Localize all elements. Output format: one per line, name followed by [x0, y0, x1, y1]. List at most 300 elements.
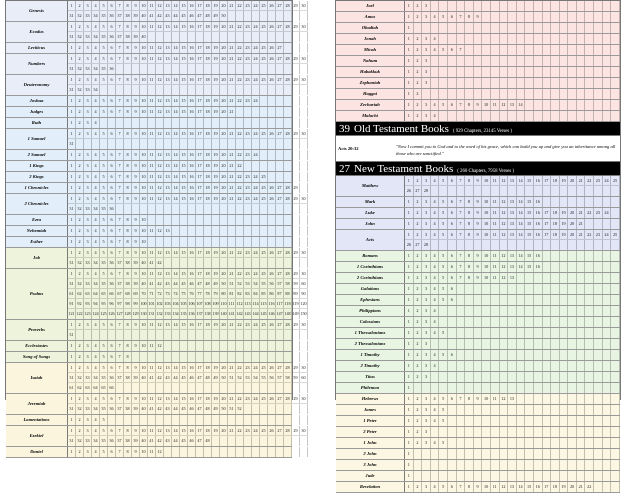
chapter-checkbox[interactable]: 11: [148, 75, 156, 84]
chapter-checkbox[interactable]: 32: [76, 279, 84, 288]
chapter-checkbox[interactable]: 39: [132, 404, 140, 414]
chapter-checkbox[interactable]: 17: [196, 1, 204, 10]
chapter-checkbox[interactable]: 3: [422, 317, 431, 327]
chapter-checkbox[interactable]: 1: [405, 372, 414, 382]
chapter-checkbox[interactable]: 35: [100, 32, 108, 42]
chapter-checkbox[interactable]: 44: [172, 373, 180, 382]
chapter-checkbox[interactable]: 30: [300, 75, 308, 84]
chapter-checkbox[interactable]: 7: [457, 262, 466, 272]
chapter-checkbox[interactable]: 128: [124, 309, 132, 319]
chapter-checkbox[interactable]: 6: [108, 363, 116, 372]
chapter-checkbox[interactable]: 1: [405, 100, 414, 110]
chapter-checkbox[interactable]: 1: [405, 78, 414, 88]
chapter-checkbox[interactable]: 1: [405, 328, 414, 338]
chapter-checkbox[interactable]: 9: [132, 22, 140, 31]
chapter-checkbox[interactable]: 8: [124, 320, 132, 329]
chapter-checkbox[interactable]: 11: [148, 394, 156, 403]
chapter-checkbox[interactable]: 39: [132, 279, 140, 288]
chapter-checkbox[interactable]: 18: [204, 96, 212, 106]
chapter-checkbox[interactable]: 14: [172, 43, 180, 53]
chapter-checkbox[interactable]: 27: [276, 129, 284, 138]
chapter-checkbox[interactable]: 2: [414, 219, 423, 229]
chapter-checkbox[interactable]: 35: [100, 373, 108, 382]
chapter-checkbox[interactable]: 16: [534, 230, 543, 239]
chapter-checkbox[interactable]: 10: [482, 482, 491, 492]
chapter-checkbox[interactable]: 4: [431, 295, 440, 305]
chapter-checkbox[interactable]: 41: [148, 404, 156, 414]
chapter-checkbox[interactable]: 5: [439, 394, 448, 404]
chapter-checkbox[interactable]: 6: [448, 273, 457, 283]
chapter-checkbox[interactable]: 4: [92, 183, 100, 193]
chapter-checkbox[interactable]: 20: [220, 75, 228, 84]
chapter-checkbox[interactable]: 5: [439, 273, 448, 283]
chapter-checkbox[interactable]: 8: [124, 150, 132, 160]
chapter-checkbox[interactable]: 6: [108, 215, 116, 225]
chapter-checkbox[interactable]: 1: [68, 248, 76, 257]
chapter-checkbox[interactable]: 1: [68, 22, 76, 31]
chapter-checkbox[interactable]: 22: [236, 43, 244, 53]
chapter-checkbox[interactable]: 140: [220, 309, 228, 319]
chapter-checkbox[interactable]: 15: [180, 363, 188, 372]
chapter-checkbox[interactable]: 102: [156, 301, 163, 306]
chapter-checkbox[interactable]: 64: [92, 383, 100, 393]
chapter-checkbox[interactable]: 20: [220, 183, 228, 193]
chapter-checkbox[interactable]: 19: [212, 75, 220, 84]
chapter-checkbox[interactable]: 1: [405, 295, 414, 305]
chapter-checkbox[interactable]: 17: [196, 54, 204, 63]
chapter-checkbox[interactable]: 2: [76, 96, 84, 106]
chapter-checkbox[interactable]: 1: [405, 251, 414, 261]
chapter-checkbox[interactable]: 7: [116, 215, 124, 225]
chapter-checkbox[interactable]: 24: [252, 183, 260, 193]
chapter-checkbox[interactable]: 14: [517, 482, 526, 492]
chapter-checkbox[interactable]: 44: [172, 279, 180, 288]
chapter-checkbox[interactable]: 2: [76, 54, 84, 63]
chapter-checkbox[interactable]: 6: [108, 226, 116, 236]
chapter-checkbox[interactable]: 99: [132, 299, 140, 308]
chapter-checkbox[interactable]: 26: [268, 54, 276, 63]
chapter-checkbox[interactable]: 22: [585, 176, 594, 185]
chapter-checkbox[interactable]: 4: [92, 237, 100, 247]
chapter-checkbox[interactable]: 10: [140, 183, 148, 193]
chapter-checkbox[interactable]: 19: [212, 320, 220, 329]
chapter-checkbox[interactable]: 6: [448, 230, 457, 239]
chapter-checkbox[interactable]: 10: [140, 248, 148, 257]
chapter-checkbox[interactable]: 2: [76, 150, 84, 160]
chapter-checkbox[interactable]: 5: [439, 482, 448, 492]
chapter-checkbox[interactable]: 10: [140, 447, 148, 457]
chapter-checkbox[interactable]: 24: [252, 75, 260, 84]
chapter-checkbox[interactable]: 4: [92, 118, 100, 128]
chapter-checkbox[interactable]: 108: [204, 301, 211, 306]
chapter-checkbox[interactable]: 12: [156, 107, 164, 117]
chapter-checkbox[interactable]: 2: [414, 350, 423, 360]
chapter-checkbox[interactable]: 2: [76, 22, 84, 31]
chapter-checkbox[interactable]: 53: [244, 279, 252, 288]
chapter-checkbox[interactable]: 13: [508, 219, 517, 229]
chapter-checkbox[interactable]: 4: [431, 219, 440, 229]
chapter-checkbox[interactable]: 12: [156, 1, 164, 10]
chapter-checkbox[interactable]: 22: [585, 208, 594, 218]
chapter-checkbox[interactable]: 12: [156, 43, 164, 53]
chapter-checkbox[interactable]: 34: [92, 11, 100, 21]
chapter-checkbox[interactable]: 13: [508, 197, 517, 207]
chapter-checkbox[interactable]: 18: [551, 219, 560, 229]
chapter-checkbox[interactable]: 30: [300, 394, 308, 403]
chapter-checkbox[interactable]: 19: [560, 219, 569, 229]
chapter-checkbox[interactable]: 20: [568, 219, 577, 229]
chapter-checkbox[interactable]: 21: [228, 22, 236, 31]
chapter-checkbox[interactable]: 39: [132, 11, 140, 21]
chapter-checkbox[interactable]: 1: [405, 317, 414, 327]
chapter-checkbox[interactable]: 8: [124, 129, 132, 138]
chapter-checkbox[interactable]: 12: [156, 96, 164, 106]
chapter-checkbox[interactable]: 78: [204, 289, 212, 298]
chapter-checkbox[interactable]: 10: [482, 176, 491, 185]
chapter-checkbox[interactable]: 8: [124, 394, 132, 403]
chapter-checkbox[interactable]: 1: [405, 67, 414, 77]
chapter-checkbox[interactable]: 6: [448, 262, 457, 272]
chapter-checkbox[interactable]: 32: [76, 404, 84, 414]
chapter-checkbox[interactable]: 34: [92, 436, 100, 446]
chapter-checkbox[interactable]: 23: [244, 269, 252, 278]
chapter-checkbox[interactable]: 49: [212, 404, 220, 414]
chapter-checkbox[interactable]: 2: [76, 215, 84, 225]
chapter-checkbox[interactable]: 24: [252, 320, 260, 329]
chapter-checkbox[interactable]: 86: [268, 289, 276, 298]
chapter-checkbox[interactable]: 9: [132, 447, 140, 457]
chapter-checkbox[interactable]: 46: [188, 373, 196, 382]
chapter-checkbox[interactable]: 5: [439, 405, 448, 415]
chapter-checkbox[interactable]: 38: [124, 279, 132, 288]
chapter-checkbox[interactable]: 17: [196, 194, 204, 203]
chapter-checkbox[interactable]: 13: [164, 320, 172, 329]
chapter-checkbox[interactable]: 35: [100, 11, 108, 21]
chapter-checkbox[interactable]: 27: [276, 394, 284, 403]
chapter-checkbox[interactable]: 7: [457, 230, 466, 239]
chapter-checkbox[interactable]: 9: [132, 320, 140, 329]
chapter-checkbox[interactable]: 8: [124, 43, 132, 53]
chapter-checkbox[interactable]: 6: [448, 197, 457, 207]
chapter-checkbox[interactable]: 15: [525, 251, 534, 261]
chapter-checkbox[interactable]: 14: [172, 54, 180, 63]
chapter-checkbox[interactable]: 9: [132, 161, 140, 171]
chapter-checkbox[interactable]: 3: [422, 78, 431, 88]
chapter-checkbox[interactable]: 15: [180, 107, 188, 117]
chapter-checkbox[interactable]: 37: [116, 258, 124, 268]
chapter-checkbox[interactable]: 22: [236, 96, 244, 106]
chapter-checkbox[interactable]: 15: [180, 269, 188, 278]
chapter-checkbox[interactable]: 15: [180, 22, 188, 31]
chapter-checkbox[interactable]: 19: [212, 161, 220, 171]
chapter-checkbox[interactable]: 52: [236, 279, 244, 288]
chapter-checkbox[interactable]: 100: [140, 301, 147, 306]
chapter-checkbox[interactable]: 24: [252, 54, 260, 63]
chapter-checkbox[interactable]: 14: [172, 426, 180, 435]
chapter-checkbox[interactable]: 8: [124, 96, 132, 106]
chapter-checkbox[interactable]: 2: [414, 295, 423, 305]
chapter-checkbox[interactable]: 28: [284, 320, 292, 329]
chapter-checkbox[interactable]: 75: [180, 289, 188, 298]
chapter-checkbox[interactable]: 8: [465, 12, 474, 22]
chapter-checkbox[interactable]: 1: [405, 1, 414, 11]
chapter-checkbox[interactable]: 25: [260, 194, 268, 203]
chapter-checkbox[interactable]: 113: [244, 301, 251, 306]
chapter-checkbox[interactable]: 3: [84, 363, 92, 372]
chapter-checkbox[interactable]: 1: [405, 449, 414, 459]
chapter-checkbox[interactable]: 21: [577, 219, 586, 229]
chapter-checkbox[interactable]: 3: [84, 54, 92, 63]
chapter-checkbox[interactable]: 6: [108, 129, 116, 138]
chapter-checkbox[interactable]: 8: [465, 100, 474, 110]
chapter-checkbox[interactable]: 150: [300, 309, 308, 319]
chapter-checkbox[interactable]: 14: [172, 107, 180, 117]
chapter-checkbox[interactable]: 41: [148, 279, 156, 288]
chapter-checkbox[interactable]: 17: [196, 129, 204, 138]
chapter-checkbox[interactable]: 7: [457, 176, 466, 185]
chapter-checkbox[interactable]: 27: [276, 1, 284, 10]
chapter-checkbox[interactable]: 6: [448, 208, 457, 218]
chapter-checkbox[interactable]: 21: [228, 172, 236, 182]
chapter-checkbox[interactable]: 6: [448, 394, 457, 404]
chapter-checkbox[interactable]: 32: [76, 436, 84, 446]
chapter-checkbox[interactable]: 58: [284, 373, 292, 382]
chapter-checkbox[interactable]: 2: [414, 482, 423, 492]
chapter-checkbox[interactable]: 38: [124, 258, 132, 268]
chapter-checkbox[interactable]: 7: [116, 394, 124, 403]
chapter-checkbox[interactable]: 26: [268, 22, 276, 31]
chapter-checkbox[interactable]: 6: [448, 100, 457, 110]
chapter-checkbox[interactable]: 34: [92, 258, 100, 268]
chapter-checkbox[interactable]: 30: [300, 54, 308, 63]
chapter-checkbox[interactable]: 21: [577, 208, 586, 218]
chapter-checkbox[interactable]: 38: [124, 11, 132, 21]
chapter-checkbox[interactable]: 93: [84, 299, 92, 308]
chapter-checkbox[interactable]: 2: [414, 78, 423, 88]
chapter-checkbox[interactable]: 16: [188, 129, 196, 138]
chapter-checkbox[interactable]: 5: [439, 328, 448, 338]
chapter-checkbox[interactable]: 17: [196, 394, 204, 403]
chapter-checkbox[interactable]: 7: [116, 43, 124, 53]
chapter-checkbox[interactable]: 33: [84, 64, 92, 74]
chapter-checkbox[interactable]: 22: [236, 248, 244, 257]
chapter-checkbox[interactable]: 8: [465, 230, 474, 239]
chapter-checkbox[interactable]: 137: [196, 309, 204, 319]
chapter-checkbox[interactable]: 31: [68, 32, 76, 42]
chapter-checkbox[interactable]: 25: [260, 426, 268, 435]
chapter-checkbox[interactable]: 3: [84, 22, 92, 31]
chapter-checkbox[interactable]: 15: [525, 219, 534, 229]
chapter-checkbox[interactable]: 23: [244, 248, 252, 257]
chapter-checkbox[interactable]: 9: [474, 394, 483, 404]
chapter-checkbox[interactable]: 4: [92, 426, 100, 435]
chapter-checkbox[interactable]: 30: [300, 320, 308, 329]
chapter-checkbox[interactable]: 3: [84, 394, 92, 403]
chapter-checkbox[interactable]: 148: [284, 309, 292, 319]
chapter-checkbox[interactable]: 2: [414, 230, 423, 239]
chapter-checkbox[interactable]: 9: [132, 183, 140, 193]
chapter-checkbox[interactable]: 40: [140, 279, 148, 288]
chapter-checkbox[interactable]: 3: [84, 269, 92, 278]
chapter-checkbox[interactable]: 21: [228, 129, 236, 138]
chapter-checkbox[interactable]: 3: [422, 273, 431, 283]
chapter-checkbox[interactable]: 16: [188, 54, 196, 63]
chapter-checkbox[interactable]: 3: [422, 34, 431, 44]
chapter-checkbox[interactable]: 6: [108, 172, 116, 182]
chapter-checkbox[interactable]: 70: [140, 289, 148, 298]
chapter-checkbox[interactable]: 29: [292, 269, 300, 278]
chapter-checkbox[interactable]: 10: [140, 363, 148, 372]
chapter-checkbox[interactable]: 73: [164, 289, 172, 298]
chapter-checkbox[interactable]: 15: [525, 208, 534, 218]
chapter-checkbox[interactable]: 14: [172, 363, 180, 372]
chapter-checkbox[interactable]: 8: [124, 75, 132, 84]
chapter-checkbox[interactable]: 3: [422, 197, 431, 207]
chapter-checkbox[interactable]: 3: [422, 251, 431, 261]
chapter-checkbox[interactable]: 5: [100, 447, 108, 457]
chapter-checkbox[interactable]: 4: [92, 226, 100, 236]
chapter-checkbox[interactable]: 14: [172, 150, 180, 160]
chapter-checkbox[interactable]: 4: [92, 269, 100, 278]
chapter-checkbox[interactable]: 32: [76, 85, 84, 95]
chapter-checkbox[interactable]: 3: [84, 43, 92, 53]
chapter-checkbox[interactable]: 43: [164, 436, 172, 446]
chapter-checkbox[interactable]: 67: [116, 289, 124, 298]
chapter-checkbox[interactable]: 20: [220, 107, 228, 117]
chapter-checkbox[interactable]: 36: [108, 373, 116, 382]
chapter-checkbox[interactable]: 4: [92, 215, 100, 225]
chapter-checkbox[interactable]: 26: [268, 394, 276, 403]
chapter-checkbox[interactable]: 12: [156, 394, 164, 403]
chapter-checkbox[interactable]: 3: [422, 45, 431, 55]
chapter-checkbox[interactable]: 7: [457, 482, 466, 492]
chapter-checkbox[interactable]: 22: [236, 129, 244, 138]
chapter-checkbox[interactable]: 63: [84, 383, 92, 393]
chapter-checkbox[interactable]: 121: [68, 309, 76, 319]
chapter-checkbox[interactable]: 12: [156, 172, 164, 182]
chapter-checkbox[interactable]: 12: [500, 273, 509, 283]
chapter-checkbox[interactable]: 122: [76, 309, 84, 319]
chapter-checkbox[interactable]: 37: [116, 373, 124, 382]
chapter-checkbox[interactable]: 26: [268, 43, 276, 53]
chapter-checkbox[interactable]: 42: [156, 279, 164, 288]
chapter-checkbox[interactable]: 5: [439, 45, 448, 55]
chapter-checkbox[interactable]: 9: [132, 248, 140, 257]
chapter-checkbox[interactable]: 3: [84, 352, 92, 362]
chapter-checkbox[interactable]: 5: [439, 251, 448, 261]
chapter-checkbox[interactable]: 55: [260, 279, 268, 288]
chapter-checkbox[interactable]: 10: [482, 100, 491, 110]
chapter-checkbox[interactable]: 15: [180, 54, 188, 63]
chapter-checkbox[interactable]: 21: [228, 161, 236, 171]
chapter-checkbox[interactable]: 31: [68, 279, 76, 288]
chapter-checkbox[interactable]: 40: [140, 436, 148, 446]
chapter-checkbox[interactable]: 26: [268, 194, 276, 203]
chapter-checkbox[interactable]: 1: [405, 339, 414, 349]
chapter-checkbox[interactable]: 8: [124, 22, 132, 31]
chapter-checkbox[interactable]: 2: [414, 100, 423, 110]
chapter-checkbox[interactable]: 18: [204, 129, 212, 138]
chapter-checkbox[interactable]: 33: [84, 11, 92, 21]
chapter-checkbox[interactable]: 5: [439, 284, 448, 294]
chapter-checkbox[interactable]: 7: [116, 75, 124, 84]
chapter-checkbox[interactable]: 2: [76, 363, 84, 372]
chapter-checkbox[interactable]: 24: [252, 129, 260, 138]
chapter-checkbox[interactable]: 23: [244, 363, 252, 372]
chapter-checkbox[interactable]: 1: [68, 96, 76, 106]
chapter-checkbox[interactable]: 5: [100, 75, 108, 84]
chapter-checkbox[interactable]: 10: [140, 341, 148, 351]
chapter-checkbox[interactable]: 21: [228, 183, 236, 193]
chapter-checkbox[interactable]: 27: [276, 183, 284, 193]
chapter-checkbox[interactable]: 1: [405, 197, 414, 207]
chapter-checkbox[interactable]: 10: [140, 320, 148, 329]
chapter-checkbox[interactable]: 32: [76, 204, 84, 214]
chapter-checkbox[interactable]: 22: [236, 363, 244, 372]
chapter-checkbox[interactable]: 116: [268, 301, 275, 306]
chapter-checkbox[interactable]: 9: [132, 107, 140, 117]
chapter-checkbox[interactable]: 56: [268, 279, 276, 288]
chapter-checkbox[interactable]: 11: [148, 426, 156, 435]
chapter-checkbox[interactable]: 30: [300, 194, 308, 203]
chapter-checkbox[interactable]: 19: [212, 43, 220, 53]
chapter-checkbox[interactable]: 19: [212, 194, 220, 203]
chapter-checkbox[interactable]: 1: [405, 350, 414, 360]
chapter-checkbox[interactable]: 5: [439, 219, 448, 229]
chapter-checkbox[interactable]: 9: [132, 426, 140, 435]
chapter-checkbox[interactable]: 4: [431, 208, 440, 218]
chapter-checkbox[interactable]: 20: [568, 230, 577, 239]
chapter-checkbox[interactable]: 28: [284, 394, 292, 403]
chapter-checkbox[interactable]: 11: [491, 262, 500, 272]
chapter-checkbox[interactable]: 142: [236, 309, 244, 319]
chapter-checkbox[interactable]: 32: [76, 373, 84, 382]
chapter-checkbox[interactable]: 6: [108, 320, 116, 329]
chapter-checkbox[interactable]: 7: [457, 394, 466, 404]
chapter-checkbox[interactable]: 11: [148, 172, 156, 182]
chapter-checkbox[interactable]: 17: [196, 161, 204, 171]
chapter-checkbox[interactable]: 2: [76, 248, 84, 257]
chapter-checkbox[interactable]: 23: [594, 176, 603, 185]
chapter-checkbox[interactable]: 29: [292, 320, 300, 329]
chapter-checkbox[interactable]: 66: [108, 289, 116, 298]
chapter-checkbox[interactable]: 29: [292, 248, 300, 257]
chapter-checkbox[interactable]: 28: [284, 75, 292, 84]
chapter-checkbox[interactable]: 13: [164, 183, 172, 193]
chapter-checkbox[interactable]: 1: [68, 161, 76, 171]
chapter-checkbox[interactable]: 20: [220, 320, 228, 329]
chapter-checkbox[interactable]: 13: [164, 54, 172, 63]
chapter-checkbox[interactable]: 2: [414, 197, 423, 207]
chapter-checkbox[interactable]: 26: [268, 75, 276, 84]
chapter-checkbox[interactable]: 14: [172, 269, 180, 278]
chapter-checkbox[interactable]: 41: [148, 258, 156, 268]
chapter-checkbox[interactable]: 25: [260, 1, 268, 10]
chapter-checkbox[interactable]: 11: [148, 1, 156, 10]
chapter-checkbox[interactable]: 17: [543, 208, 552, 218]
chapter-checkbox[interactable]: 19: [212, 363, 220, 372]
chapter-checkbox[interactable]: 20: [220, 269, 228, 278]
chapter-checkbox[interactable]: 9: [132, 43, 140, 53]
chapter-checkbox[interactable]: 6: [108, 43, 116, 53]
chapter-checkbox[interactable]: 1: [68, 352, 76, 362]
chapter-checkbox[interactable]: 11: [491, 482, 500, 492]
chapter-checkbox[interactable]: 6: [108, 269, 116, 278]
chapter-checkbox[interactable]: 9: [474, 100, 483, 110]
chapter-checkbox[interactable]: 2: [414, 416, 423, 426]
chapter-checkbox[interactable]: 25: [260, 394, 268, 403]
chapter-checkbox[interactable]: 18: [551, 208, 560, 218]
